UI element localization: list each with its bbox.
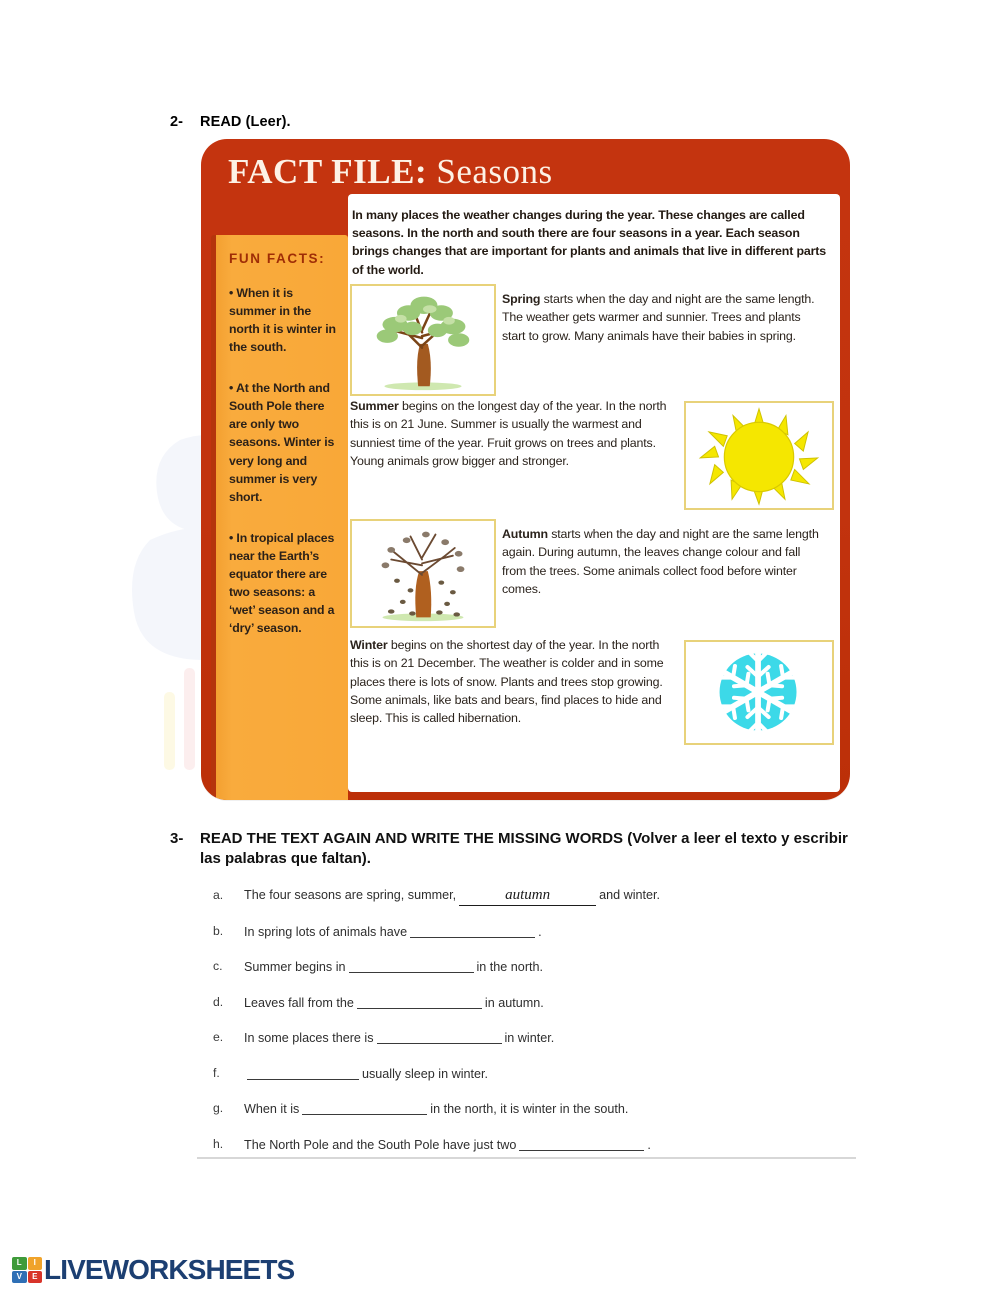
answer-blank-d[interactable] [357,994,482,1009]
question-text-before: In spring lots of animals have [244,924,408,939]
fun-fact-item: • When it is summer in the north it is winter in the south. [229,286,336,355]
exercise-3-heading [170,829,870,870]
intro-paragraph: In many places the weather changes during the year. These changes are called seasons. In the north and south there are four seasons in a year. Each season brings changes that are important for plants and animals that live in different parts of the world. [352,208,827,277]
question-letter: d. [213,994,224,1009]
question-letter: b. [213,923,224,938]
logo-cell-i: I [28,1257,43,1270]
question-text-before: Summer begins in [244,960,346,974]
question-text-after: in winter. [504,1031,555,1045]
season-body-summer: begins on the longest day of the year. In the north this is on 21 June. Summer is usually the warmest and sunniest time of the year. Fruit grows on trees and plants. Young animals grow bigger and stronger. [350,399,667,469]
question-body [244,1065,488,1081]
question-body [244,923,542,939]
fun-fact-item: • In tropical places near the Earth’s equator there are two seasons: a ‘wet’ season and a ‘dry’ season. [229,530,335,635]
fact-file-title [228,152,553,192]
answer-blank-g[interactable] [302,1100,427,1115]
exercise-2-heading [170,114,291,130]
question-item-g [197,1098,897,1134]
fact-file-content [348,194,840,792]
season-lead-spring: Spring [502,292,541,306]
logo-cell-v: V [12,1271,27,1284]
answer-blank-b[interactable] [410,923,535,938]
autumn-tree-image [350,519,496,628]
exercise-3-number: 3- [170,830,184,847]
question-body [244,994,544,1010]
answer-blank-f[interactable] [247,1065,359,1080]
spring-tree-image [350,284,496,396]
season-body-autumn: starts when the day and night are the same length again. During autumn, the leaves change colour and fall from the trees. Some animals collect food before winter comes. [502,527,819,597]
question-text-after: . [647,1137,651,1152]
question-text-after: in the north, it is winter in the south. [430,1102,629,1116]
exercise-3-title: READ THE TEXT AGAIN AND WRITE THE MISSING WORDS (Volver a leer el texto y escribir las palabras que faltan). [200,830,848,868]
question-text-after: and winter. [599,888,661,902]
question-letter: e. [213,1030,224,1044]
question-text-after: . [538,924,542,939]
question-body [244,887,660,906]
fun-fact-item: • At the North and South Pole there are only two seasons. Winter is very long and summer is very short. [229,381,335,504]
section-divider [197,1157,856,1159]
question-item-d [197,992,897,1028]
question-body [244,1136,651,1152]
question-item-b [197,921,897,957]
snowflake-image [684,640,834,745]
fact-file-title-bold: FACT FILE: [228,152,428,191]
question-item-c [197,956,897,992]
question-body [244,1100,628,1116]
liveworksheets-brand-text: LIVEWORKSHEETS [44,1254,295,1285]
season-text-spring [502,290,826,345]
liveworksheets-logo-icon [12,1257,42,1283]
question-text-before: Leaves fall from the [244,995,354,1010]
question-letter: f. [213,1065,220,1080]
question-text-before: The four seasons are spring, summer, [244,888,457,902]
season-text-autumn [502,525,826,598]
answer-blank-e[interactable] [377,1029,502,1044]
question-text-after: in the north. [476,960,544,974]
season-lead-summer: Summer [350,399,399,413]
question-letter: h. [213,1136,224,1151]
answer-blank-a[interactable]: autumn [459,887,596,906]
season-lead-autumn: Autumn [502,527,548,541]
liveworksheets-footer-logo[interactable] [12,1253,294,1287]
season-text-winter [350,636,678,728]
question-item-a [197,885,897,921]
question-body [244,958,543,974]
question-text-before: When it is [244,1102,300,1116]
question-letter: g. [213,1101,224,1115]
logo-cell-e: E [28,1271,43,1284]
question-body [244,1029,554,1045]
season-body-winter: begins on the shortest day of the year. In the north this is on 21 December. The weather is colder and in some places there is lots of snow. Plants and trees stop growing. Some animals, like bats and bears, find places to hide and sleep. This is called hibernation. [350,638,664,726]
question-item-f [197,1063,897,1099]
question-item-e [197,1027,897,1063]
fact-file-title-rest: Seasons [427,152,553,191]
answer-blank-c[interactable] [349,958,474,973]
season-lead-winter: Winter [350,638,388,652]
question-letter: c. [213,959,223,973]
exercise-2-title: READ (Leer). [200,114,291,130]
fun-facts-title: FUN FACTS: [229,251,326,266]
exercise-3-question-list [197,885,897,1169]
sun-image [684,401,834,510]
question-text-after: in autumn. [484,995,544,1010]
season-body-spring: starts when the day and night are the same length. The weather gets warmer and sunnier. Trees and plants start to grow. Many animals have their babies in spring. [502,292,815,343]
season-text-summer [350,397,676,470]
exercise-2-number: 2- [170,114,184,130]
answer-blank-h[interactable] [519,1136,644,1151]
question-text-before: In some places there is [244,1031,374,1045]
question-item-h [197,1134,897,1170]
question-letter: a. [213,888,224,902]
fact-file-card [201,139,850,800]
fun-facts-panel [211,235,348,800]
question-text-before: The North Pole and the South Pole have just two [244,1137,517,1152]
question-text-after: usually sleep in winter. [362,1066,489,1081]
logo-cell-l: L [12,1257,27,1270]
